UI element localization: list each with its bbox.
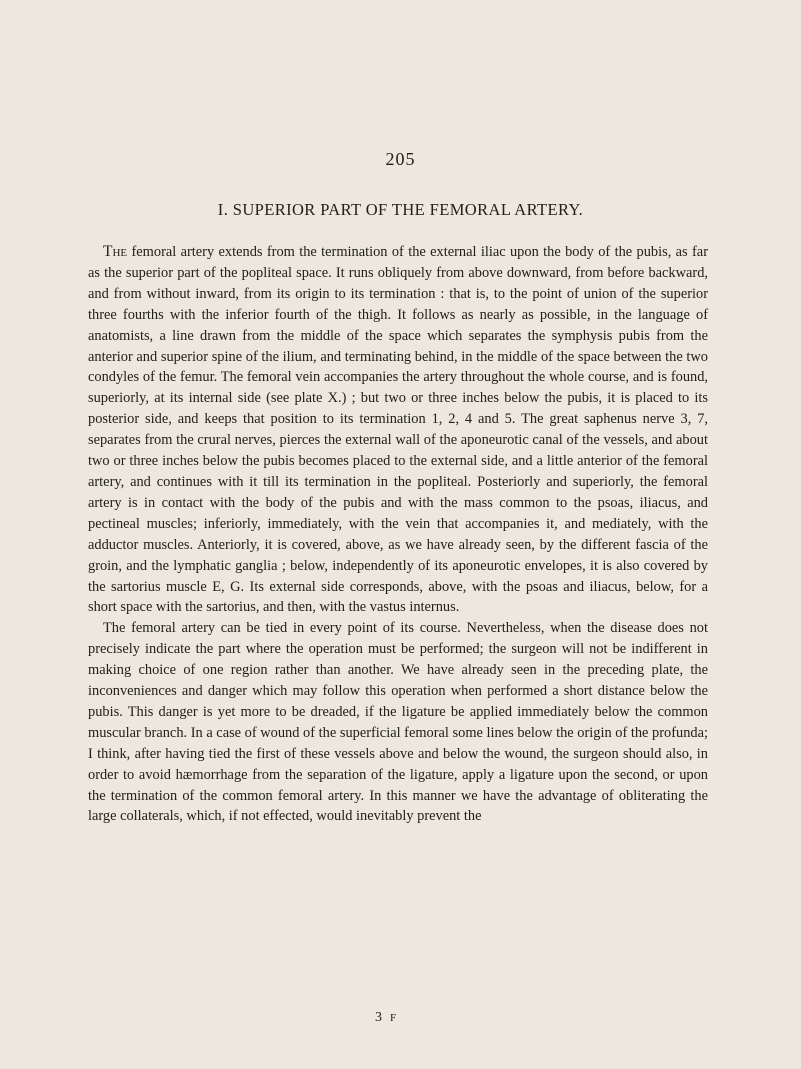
paragraph-2-text: The femoral artery can be tied in every point of its course. Nevertheless, when the disease does not precisely indicate the part where the operation must be performed; the surgeon will not be indifferent in making choice of one region rather than another. We have already seen in the preceding plate, the inconveniences and danger which may follow this operation when performed a short distance below the pubis. This danger is yet more to be dreaded, if the ligature be applied immediately below the common muscular branch. In a case of wound of the superficial femoral some lines below the origin of the profunda; I think, after having tied the first of these vessels above and below the wound, the surgeon should also, in order to avoid hæmorrhage from the separation of the ligature, apply a ligature upon the second, or upon the termination of the common femoral artery. In this manner we have the advantage of obliterating the large collaterals, which, if not effected, would inevitably prevent the [88,620,708,825]
page-number: 205 [385,149,416,169]
signature-number: 3 [375,1010,384,1025]
paragraph-1 [88,242,708,618]
printer-signature [375,1010,398,1026]
paragraph-1-text: femoral artery extends from the termination of the external iliac upon the body of the pubis, as far as the superior part of the popliteal space. It runs obliquely from above downward, from before backward, and from without inward, from its origin to its termination : that is, to the point of union of the superior three fourths with the inferior fourth of the thigh. It follows as nearly as possible, in the language of anatomists, a line drawn from the middle of the space which separates the symphysis pubis from the anterior and superior spine of the ilium, and terminating behind, in the middle of the space between the two condyles of the femur. The femoral vein accompanies the artery throughout the whole course, and is found, superiorly, at its internal side (see plate X.) ; but two or three inches below the pubis, it is placed to its posterior side, and keeps that position to its termination 1, 2, 4 and 5. The great saphenus nerve 3, 7, separates from the crural nerves, pierces the external wall of the aponeurotic canal of the vessels, and about two or three inches below the pubis becomes placed to the external side, and a little anterior of the femoral artery, and continues with it till its termination in the popliteal. Posteriorly and superiorly, the femoral artery is in contact with the body of the pubis and with the mass common to the psoas, iliacus, and pectineal muscles; inferiorly, immediately, with the vein that accompanies it, and mediately, with the adductor muscles. Anteriorly, it is covered, above, as we have already seen, by the different fascia of the groin, and the lymphatic ganglia ; below, independently of its aponeurotic envelopes, it is also covered by the sartorius muscle E, G. Its external side corresponds, above, with the psoas and iliacus, below, for a short space with the sartorius, and then, with the vastus internus. [88,244,708,616]
signature-letter: F [390,1012,399,1024]
body-text [88,242,708,827]
section-heading: I. SUPERIOR PART OF THE FEMORAL ARTERY. [217,200,584,219]
paragraph-lead-word: The [103,243,128,260]
paragraph-2 [88,618,708,827]
